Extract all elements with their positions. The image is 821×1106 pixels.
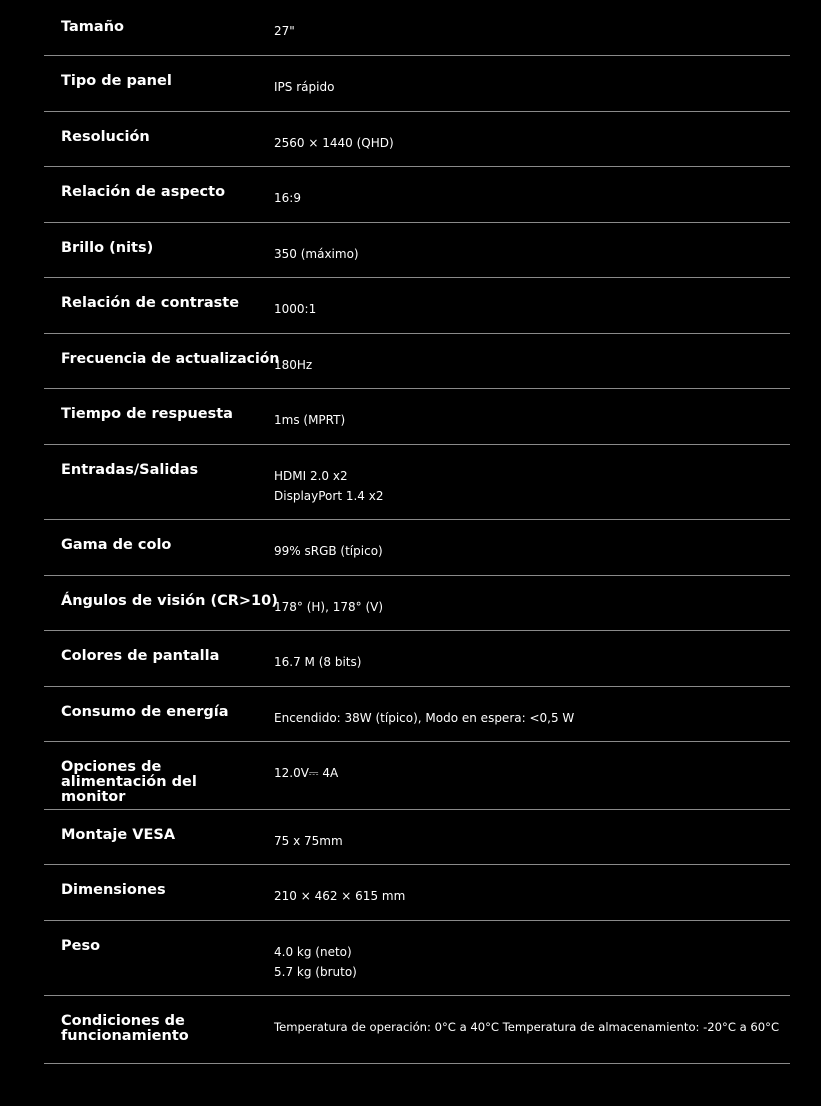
spec-value [274, 541, 383, 561]
spec-value-line: Temperatura de operación: 0°C a 40°C Temperatura de almacenamiento: -20°C a 60°C [274, 1020, 780, 1034]
spec-value-line: 5.7 kg (bruto) [274, 964, 357, 979]
spec-value [274, 831, 343, 851]
spec-label: Entradas/Salidas [61, 461, 199, 478]
spec-value [274, 597, 383, 617]
spec-label: Gama de colo [61, 537, 172, 553]
spec-value [274, 942, 357, 982]
spec-row-io [44, 445, 790, 521]
spec-value-line: 350 (máximo) [274, 246, 359, 261]
spec-value [274, 410, 345, 430]
spec-label: Relación de aspecto [61, 184, 226, 200]
spec-row-resolution [44, 112, 790, 168]
spec-row-display-colors [44, 631, 790, 687]
spec-row-color-gamut [44, 520, 790, 576]
spec-label: Dimensiones [61, 882, 166, 898]
spec-value-line: 178° (H), 178° (V) [274, 599, 384, 614]
spec-value [274, 763, 338, 783]
spec-row-viewing-angles [44, 576, 790, 632]
spec-value-line: HDMI 2.0 x2 [274, 468, 348, 483]
spec-value [274, 886, 405, 906]
spec-value-line: DisplayPort 1.4 x2 [274, 488, 384, 503]
spec-value-line: 1ms (MPRT) [274, 413, 346, 427]
spec-value-line: 1000:1 [274, 302, 317, 316]
spec-row-weight [44, 921, 790, 997]
spec-label: Relación de contraste [61, 295, 240, 311]
spec-value-line: 27" [274, 24, 295, 38]
spec-value-line: 99% sRGB (típico) [274, 544, 383, 558]
spec-row-size [44, 0, 790, 56]
spec-value-line: 2560 × 1440 (QHD) [274, 135, 394, 150]
spec-value-line: 75 x 75mm [274, 833, 343, 848]
spec-value [274, 299, 316, 319]
spec-value-line: IPS rápido [274, 80, 335, 94]
spec-row-operating-conditions [44, 996, 790, 1064]
spec-value-line: 4.0 kg (neto) [274, 944, 352, 959]
spec-row-vesa-mount [44, 810, 790, 866]
spec-row-aspect-ratio [44, 167, 790, 223]
spec-label: Tipo de panel [61, 73, 172, 89]
spec-value-line: 12.0V⎓ 4A [274, 766, 339, 780]
spec-value [274, 77, 334, 97]
spec-label: Tiempo de respuesta [61, 406, 233, 422]
spec-row-power-consumption [44, 687, 790, 743]
spec-value [274, 355, 312, 375]
spec-label: Opciones de alimentación del monitor [61, 759, 197, 805]
spec-label: Peso [61, 937, 101, 954]
spec-label: Consumo de energía [61, 703, 229, 720]
spec-row-power-options [44, 742, 790, 810]
spec-label: Frecuencia de actualización [61, 350, 280, 367]
spec-row-refresh-rate [44, 334, 790, 390]
spec-label: Montaje VESA [61, 826, 176, 843]
spec-label: Tamaño [61, 19, 124, 35]
spec-value-line: 16.7 M (8 bits) [274, 655, 362, 669]
spec-row-dimensions [44, 865, 790, 921]
spec-value [274, 188, 301, 208]
spec-row-contrast [44, 278, 790, 334]
spec-value [274, 1017, 779, 1037]
spec-row-response-time [44, 389, 790, 445]
spec-value [274, 133, 394, 153]
spec-value-line: 210 × 462 × 615 mm [274, 889, 406, 903]
spec-value-line: 180Hz [274, 357, 313, 372]
spec-value [274, 708, 574, 728]
spec-value [274, 466, 383, 506]
spec-table [44, 10, 790, 1064]
spec-label: Condiciones de funcionamiento [61, 1013, 189, 1044]
spec-value [274, 244, 359, 264]
spec-value [274, 21, 295, 41]
spec-value-line: Encendido: 38W (típico), Modo en espera: <0,5 W [274, 710, 575, 725]
spec-row-brightness [44, 223, 790, 279]
spec-label: Resolución [61, 128, 150, 145]
spec-value-line: 16:9 [274, 191, 301, 205]
spec-label: Colores de pantalla [61, 648, 220, 664]
spec-row-panel-type [44, 56, 790, 112]
spec-label: Brillo (nits) [61, 239, 154, 256]
spec-value [274, 652, 361, 672]
spec-label: Ángulos de visión (CR>10) [61, 592, 278, 609]
